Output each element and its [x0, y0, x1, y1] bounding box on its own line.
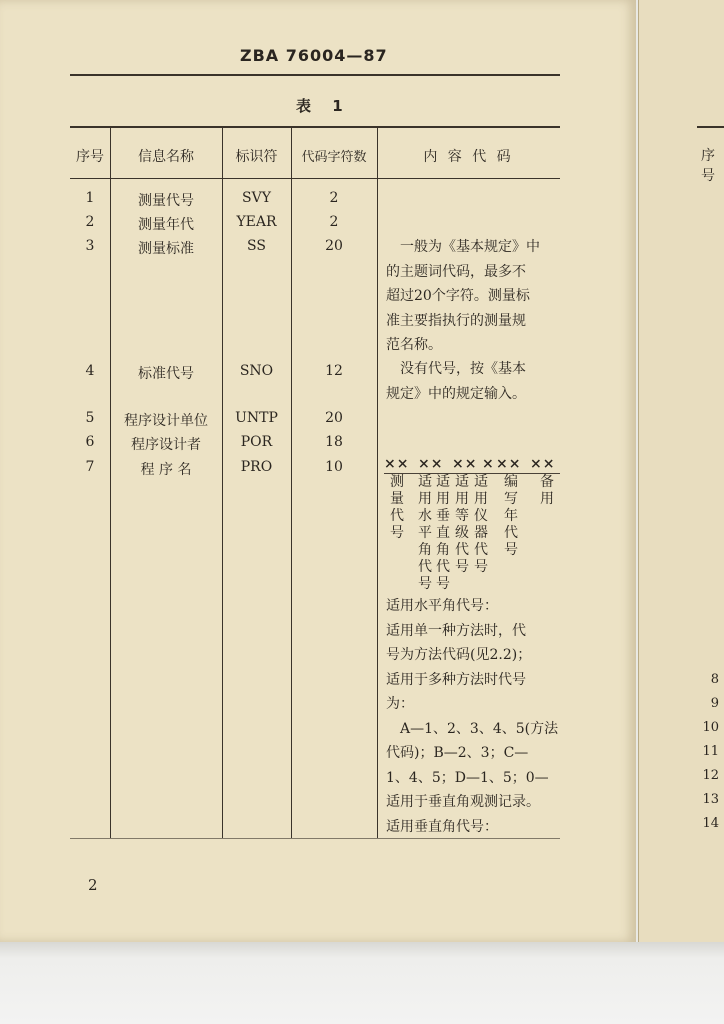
row-id: POR — [240, 434, 273, 450]
row-id: PRO — [240, 459, 273, 475]
row-no: 2 — [85, 214, 95, 230]
content-line: 适用于多种方法时代号 — [386, 671, 526, 688]
pro-field-label: 适 用 仪 器 代 号 — [474, 474, 488, 575]
row-id: SS — [247, 238, 266, 254]
column-header-no: 序号 — [76, 149, 104, 165]
table-header-rule — [70, 178, 560, 179]
pro-mark: ×× — [452, 456, 478, 472]
pro-field-label: 适 用 等 级 代 号 — [455, 474, 469, 575]
row-chars: 12 — [325, 363, 343, 379]
content-line: 超过20个字符。测量标 — [386, 288, 530, 304]
content-line: 代码)；B—2、3；C— — [386, 745, 529, 761]
column-header-content: 内 容 代 码 — [423, 149, 514, 165]
row-chars: 20 — [325, 238, 343, 254]
column-header-chars: 代码字符数 — [301, 150, 367, 165]
row-id: SNO — [239, 363, 274, 379]
content-line: 的主题词代码，最多不 — [386, 263, 526, 280]
row-no: 7 — [85, 459, 95, 475]
column-divider — [291, 128, 292, 838]
content-sno — [386, 357, 564, 406]
row-name: 测量标准 — [138, 241, 194, 257]
content-line: 一般为《基本规定》中 — [386, 239, 540, 255]
row-name: 程序设计单位 — [124, 413, 208, 429]
row-chars: 2 — [329, 190, 339, 206]
adjacent-row-no: 8 — [710, 672, 719, 687]
row-id: UNTP — [235, 410, 278, 426]
content-line: 没有代号，按《基本 — [386, 361, 526, 377]
content-line: 号为方法代码(见2.2)； — [386, 647, 532, 663]
pro-field-label: 备 用 — [540, 474, 554, 507]
row-name: 测量代号 — [138, 193, 194, 209]
pro-field-label: 适 用 垂 直 角 代 号 — [436, 474, 450, 592]
content-pro — [386, 594, 564, 839]
standard-code: ZBA 76004—87 — [240, 46, 388, 65]
pro-mark: × — [482, 456, 495, 472]
adjacent-row-no: 14 — [702, 816, 719, 831]
row-no: 1 — [85, 190, 95, 206]
pro-mark: ×× — [530, 456, 556, 472]
table-top-rule — [70, 126, 560, 128]
scan-background — [0, 942, 724, 1024]
content-line: 为： — [386, 696, 414, 712]
content-line: 适用水平角代号： — [386, 598, 498, 614]
row-id: SVY — [242, 190, 271, 206]
header-rule — [70, 74, 560, 76]
adjacent-row-no: 9 — [710, 696, 719, 711]
adjacent-row-no: 11 — [702, 744, 719, 759]
column-header-name: 信息名称 — [138, 149, 194, 165]
adjacent-row-no: 12 — [702, 768, 719, 783]
pro-field-label: 适 用 水 平 角 代 号 — [418, 474, 432, 592]
pro-mark: ×× — [496, 456, 522, 472]
row-no: 5 — [85, 410, 95, 426]
content-line: 规定》中的规定输入。 — [386, 385, 526, 402]
adjacent-page — [638, 0, 724, 942]
row-chars: 10 — [325, 459, 343, 475]
content-line: 1、4、5；D—1、5；0— — [386, 769, 549, 786]
row-id: YEAR — [236, 214, 277, 230]
adjacent-row-no: 10 — [702, 720, 719, 735]
column-divider — [222, 128, 223, 838]
content-line: 范名称。 — [386, 337, 442, 353]
row-name: 测量年代 — [138, 217, 194, 233]
adjacent-column-header: 序号 — [701, 148, 715, 184]
content-line: A—1、2、3、4、5(方法 — [386, 720, 559, 737]
content-line: 适用于垂直角观测记录。 — [386, 794, 540, 810]
content-ss — [386, 235, 564, 358]
row-chars: 20 — [325, 410, 343, 426]
pro-mark-rule — [384, 473, 560, 474]
pro-mark: ×× — [384, 456, 410, 472]
content-line: 适用单一种方法时，代 — [386, 622, 526, 639]
pro-field-label: 编 写 年 代 号 — [504, 474, 518, 558]
column-divider — [377, 128, 378, 838]
row-no: 3 — [85, 238, 95, 254]
content-line: 准主要指执行的测量规 — [386, 312, 526, 329]
row-chars: 18 — [325, 434, 343, 450]
row-name: 程 序 名 — [140, 462, 192, 478]
pro-field-label: 测 量 代 号 — [390, 474, 404, 541]
table-title: 表 1 — [296, 97, 351, 115]
content-line: 适用垂直角代号： — [386, 818, 498, 835]
row-no: 4 — [85, 363, 95, 379]
row-no: 6 — [85, 434, 95, 450]
page-number: 2 — [88, 876, 98, 894]
adjacent-row-no: 13 — [702, 792, 719, 807]
pro-mark: ×× — [418, 456, 444, 472]
row-name: 标准代号 — [138, 366, 194, 382]
row-name: 程序设计者 — [131, 437, 201, 453]
column-divider — [110, 128, 111, 838]
column-header-id: 标识符 — [235, 149, 278, 165]
adjacent-table-rule — [697, 126, 724, 128]
row-chars: 2 — [329, 214, 339, 230]
